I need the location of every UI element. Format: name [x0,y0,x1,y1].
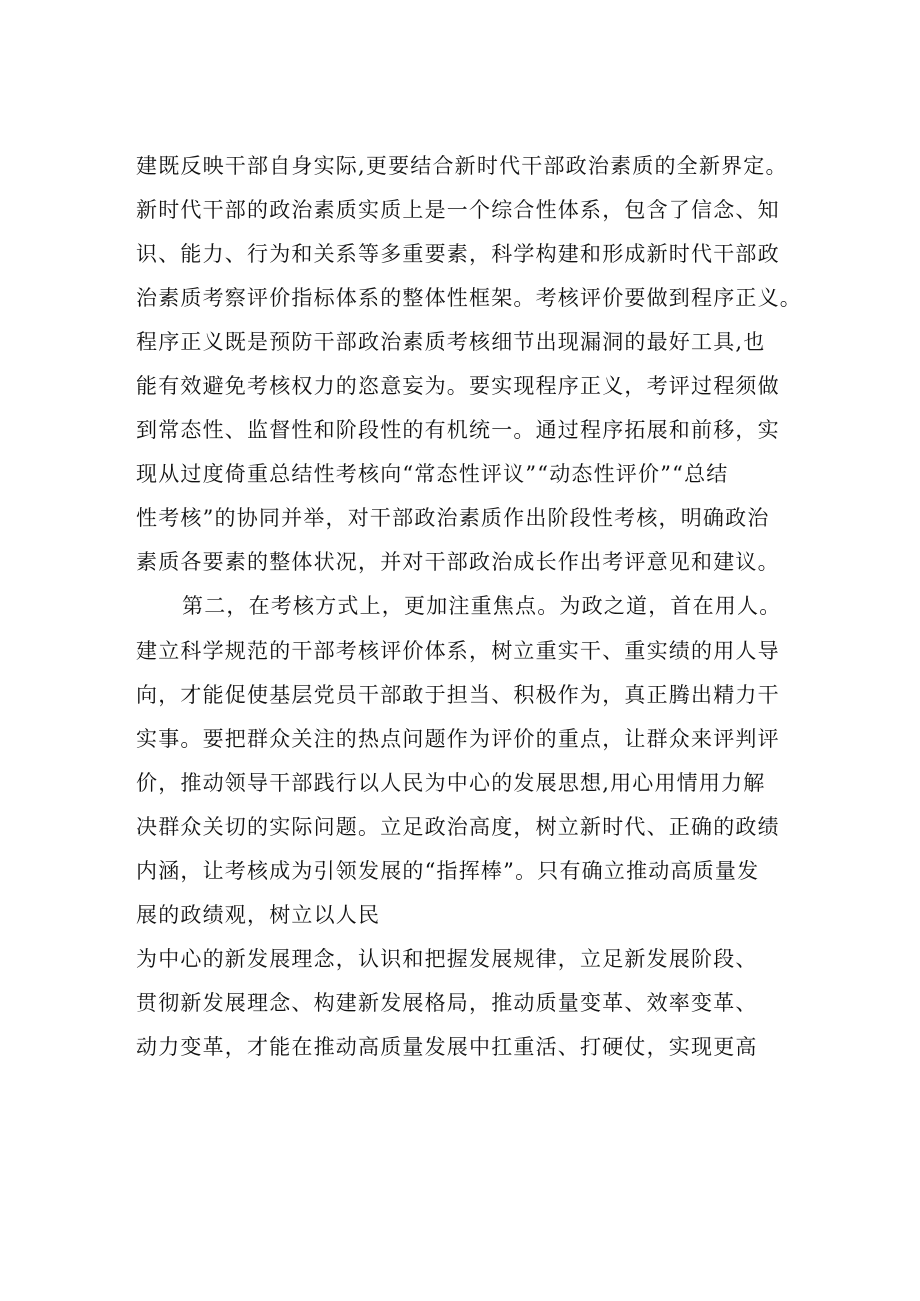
text-line-8: 现从过度倚重总结性考核向“常态性评议”“动态性评价”“总结 [136,462,729,487]
body-text [136,151,856,1076]
text-line-5: 程序正义既是预防干部政治素质考核细节出现漏洞的最好工具,也 [136,330,766,355]
paragraph-start-line: 第二，在考核方式上，更加注重焦点。为政之道，首在用人。 [182,594,782,619]
text-line-17: 内涵，让考核成为引领发展的“指挥棒”。只有确立推动高质量发 [136,858,760,883]
text-line-12: 建立科学规范的干部考核评价体系，树立重实干、重实绩的用人导 [136,638,780,663]
text-line-10: 素质各要素的整体状况，并对干部政治成长作出考评意见和建议。 [136,550,780,575]
text-line-1: 建既反映干部自身实际,更要结合新时代干部政治素质的全新界定。 [136,154,788,178]
text-line-4: 治素质考察评价指标体系的整体性框架。考核评价要做到程序正义。 [136,286,802,311]
text-line-20: 贯彻新发展理念、构建新发展格局，推动质量变革、效率变革、 [136,990,758,1015]
text-line-9: 性考核”的协同并举，对干部政治素质作出阶段性考核，明确政治 [136,506,770,531]
text-line-19: 为中心的新发展理念，认识和把握发展规律，立足新发展阶段、 [136,946,758,971]
text-line-16: 决群众关切的实际问题。立足政治高度，树立新时代、正确的政绩 [136,814,780,839]
text-line-2: 新时代干部的政治素质实质上是一个综合性体系，包含了信念、知 [136,198,780,223]
text-line-7: 到常态性、监督性和阶段性的有机统一。通过程序拓展和前移，实 [136,418,780,443]
text-line-21: 动力变革，才能在推动高质量发展中扛重活、打硬仗，实现更高 [136,1034,758,1059]
text-line-15: 价，推动领导干部践行以人民为中心的发展思想,用心用情用力解 [136,770,766,795]
text-line-13: 向，才能促使基层党员干部敢于担当、积极作为，真正腾出精力干 [136,682,780,707]
text-line-18: 展的政绩观，树立以人民 [136,902,381,927]
text-line-14: 实事。要把群众关注的热点问题作为评价的重点，让群众来评判评 [136,726,780,751]
text-line-3: 识、能力、行为和关系等多重要素，科学构建和形成新时代干部政 [136,242,780,267]
text-line-6: 能有效避免考核权力的恣意妄为。要实现程序正义，考评过程须做 [136,374,780,399]
